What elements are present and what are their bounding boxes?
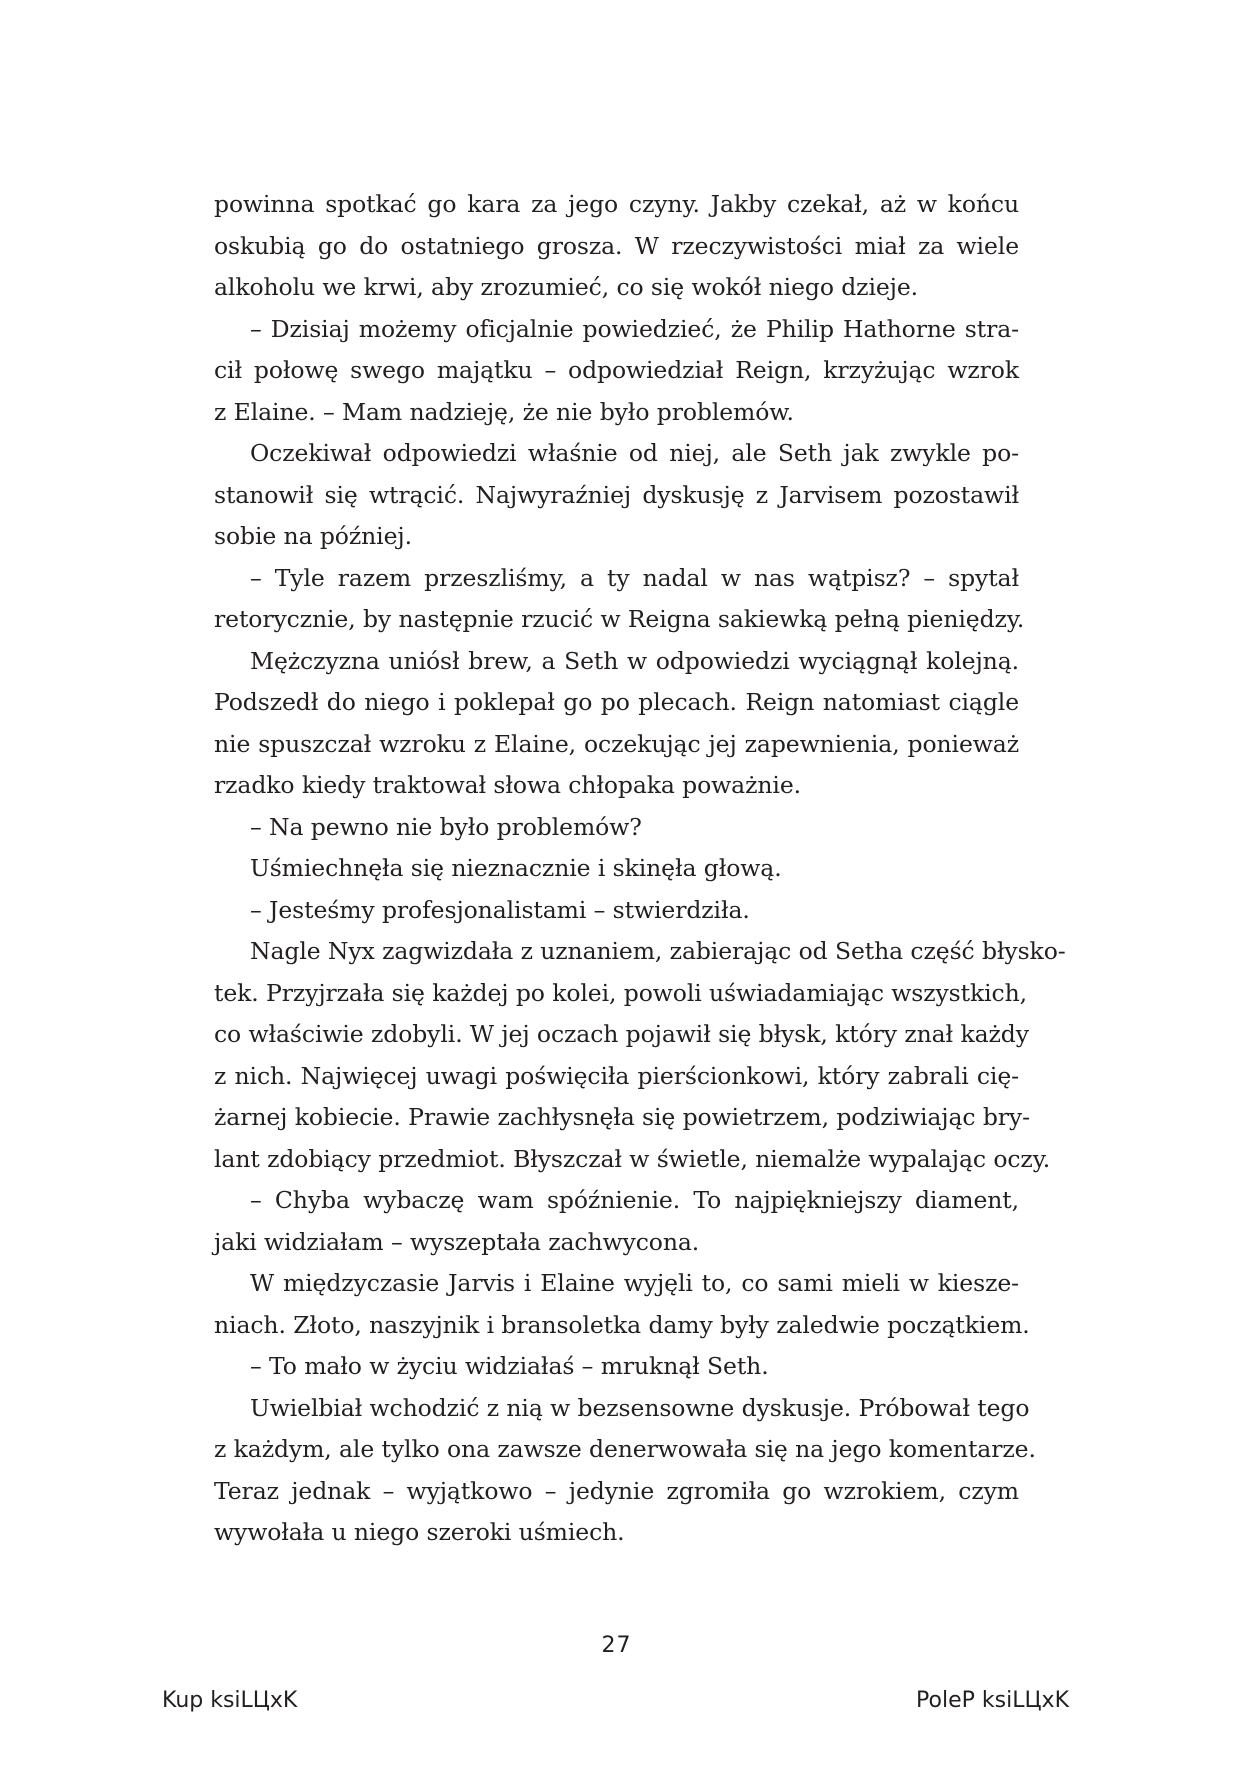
text-line: – Jesteśmy profesjonalistami – stwierdziła. xyxy=(250,895,750,924)
text-line: z nich. Najwięcej uwagi poświęciła pierścionkowi, który zabrali cię- xyxy=(214,1061,1019,1090)
text-line: wywołała u niego szeroki uśmiech. xyxy=(214,1518,625,1546)
text-line: – Chyba wybaczę wam spóźnienie. To najpiękniejszy diament, xyxy=(250,1186,1019,1214)
text-line: Uwielbiał wchodzić z nią w bezsensowne dyskusje. Próbował tego xyxy=(250,1393,1030,1422)
text-line: retorycznie, by następnie rzucić w Reigna sakiewką pełną pieniędzy. xyxy=(214,605,1025,633)
text-line: – To mało w życiu widziałaś – mruknął Seth. xyxy=(250,1352,769,1380)
text-line: jaki widziałam – wyszeptała zachwycona. xyxy=(214,1227,700,1256)
text-line: co właściwie zdobyli. W jej oczach pojawił się błysk, który znał każdy xyxy=(214,1020,1029,1048)
text-line: – Dzisiaj możemy oficjalnie powiedzieć, że Philip Hathorne stra- xyxy=(250,314,1019,343)
text-line: cił połowę swego majątku – odpowiedział Reign, krzyżując wzrok xyxy=(214,356,1019,384)
text-line: – Tyle razem przeszliśmy, a ty nadal w nas wątpisz? – spytał xyxy=(250,563,1019,592)
text-line: sobie na później. xyxy=(214,522,412,550)
text-line: rzadko kiedy traktował słowa chłopaka poważnie. xyxy=(214,771,802,799)
text-line: – Na pewno nie było problemów? xyxy=(250,812,642,841)
body-text xyxy=(214,184,1066,1554)
text-line: Mężczyzna uniósł brew, a Seth w odpowiedzi wyciągnął kolejną. xyxy=(250,646,1019,675)
text-line: Nagle Nyx zagwizdała z uznaniem, zabierając od Setha część błysko- xyxy=(250,937,1066,965)
text-line: z każdym, ale tylko ona zawsze denerwowała się na jego komentarze. xyxy=(214,1435,1036,1463)
footer-recommend-link[interactable]: PoleP ksiLЦxK xyxy=(916,1688,1069,1713)
text-line: powinna spotkać go kara za jego czyny. Jakby czekał, aż w końcu xyxy=(214,190,1019,218)
text-line: Teraz jednak – wyjątkowo – jedynie zgromiła go wzrokiem, czym xyxy=(214,1476,1019,1505)
text-line: tek. Przyjrzała się każdej po kolei, powoli uświadamiając wszystkich, xyxy=(214,978,1028,1007)
text-line: nie spuszczał wzroku z Elaine, oczekując jej zapewnienia, ponieważ xyxy=(214,729,1019,758)
text-line: W międzyczasie Jarvis i Elaine wyjęli to, co sami mieli w kiesze- xyxy=(250,1269,1019,1297)
text-line: żarnej kobiecie. Prawie zachłysnęła się powietrzem, podziwiając bry- xyxy=(214,1103,1030,1131)
text-line: z Elaine. – Mam nadzieję, że nie było problemów. xyxy=(214,397,794,426)
footer-buy-link[interactable]: Kup ksiLЦxK xyxy=(162,1688,298,1713)
text-line: Oczekiwał odpowiedzi właśnie od niej, ale Seth jak zwykle po- xyxy=(250,439,1019,467)
text-line: oskubią go do ostatniego grosza. W rzeczywistości miał za wiele xyxy=(214,231,1019,260)
page-number: 27 xyxy=(601,1633,632,1658)
text-line: niach. Złoto, naszyjnik i bransoletka damy były zaledwie początkiem. xyxy=(214,1310,1030,1339)
text-line: stanowił się wtrącić. Najwyraźniej dyskusję z Jarvisem pozostawił xyxy=(214,480,1019,509)
text-line: alkoholu we krwi, aby zrozumieć, co się wokół niego dzieje. xyxy=(214,273,919,301)
text-line: Podszedł do niego i poklepał go po plecach. Reign natomiast ciągle xyxy=(214,688,1019,716)
text-line: lant zdobiący przedmiot. Błyszczał w świetle, niemalże wypalając oczy. xyxy=(214,1144,1051,1173)
text-line: Uśmiechnęła się nieznacznie i skinęła głową. xyxy=(250,854,782,882)
